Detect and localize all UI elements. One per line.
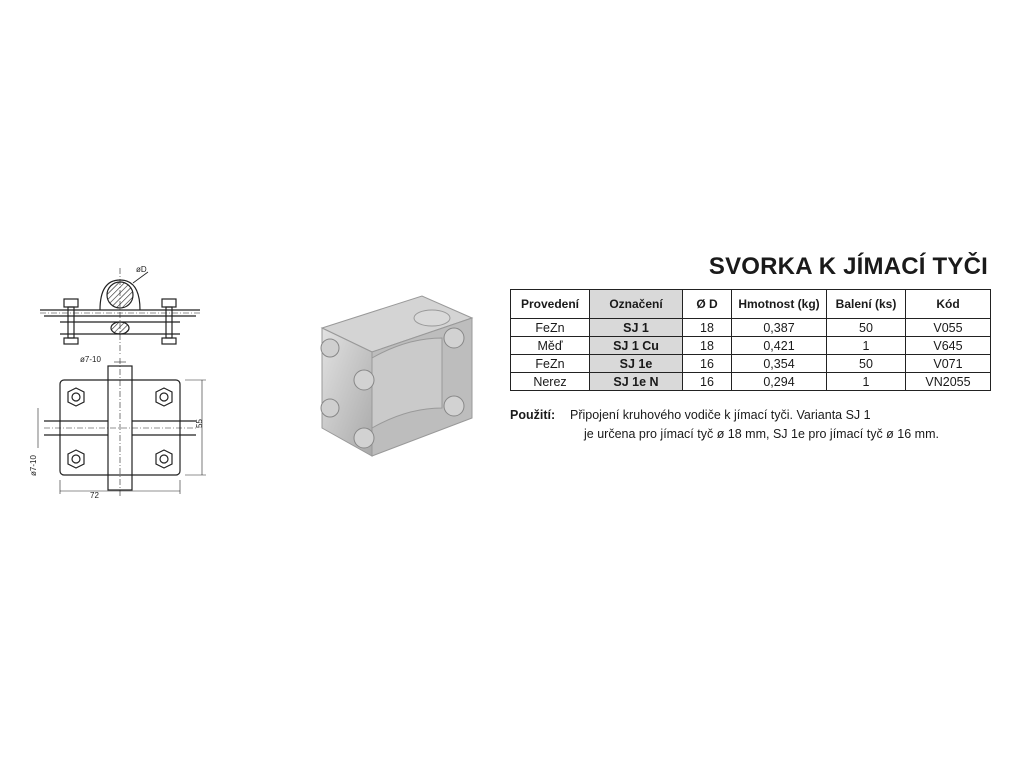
- dim-hole-side-label: ø7-10: [29, 455, 38, 476]
- side-view: [40, 268, 200, 354]
- header-baleni: Balení (ks): [827, 290, 906, 319]
- header-oznaceni: Označení: [590, 290, 683, 319]
- header-hmotnost: Hmotnost (kg): [732, 290, 827, 319]
- cell-kod: V071: [906, 355, 991, 373]
- cell-hmotnost: 0,354: [732, 355, 827, 373]
- table-row: [511, 319, 991, 337]
- plan-view: [38, 358, 206, 496]
- usage-text: [570, 406, 990, 444]
- dim-height-label: 55: [195, 419, 204, 428]
- header-provedeni: Provedení: [511, 290, 590, 319]
- cell-baleni: 50: [827, 355, 906, 373]
- technical-drawing: [30, 258, 220, 498]
- cell-hmotnost: 0,387: [732, 319, 827, 337]
- dim-diameter-label: øD: [136, 265, 147, 274]
- cell-diameter: 16: [683, 355, 732, 373]
- table-row: [511, 373, 991, 391]
- cell-provedeni: FeZn: [511, 319, 590, 337]
- cell-kod: VN2055: [906, 373, 991, 391]
- cell-hmotnost: 0,421: [732, 337, 827, 355]
- table-header-row: [511, 290, 991, 319]
- cell-diameter: 18: [683, 337, 732, 355]
- cell-oznaceni: SJ 1e N: [590, 373, 683, 391]
- cell-oznaceni: SJ 1e: [590, 355, 683, 373]
- dim-width-label: 72: [90, 491, 99, 500]
- spec-table: [510, 289, 991, 391]
- table-row: [511, 355, 991, 373]
- cell-oznaceni: SJ 1 Cu: [590, 337, 683, 355]
- cell-baleni: 1: [827, 373, 906, 391]
- cell-oznaceni: SJ 1: [590, 319, 683, 337]
- cell-kod: V645: [906, 337, 991, 355]
- usage-line-2: je určena pro jímací tyč ø 18 mm, SJ 1e pro jímací tyč ø 16 mm.: [584, 427, 939, 441]
- cell-hmotnost: 0,294: [732, 373, 827, 391]
- header-diameter: Ø D: [683, 290, 732, 319]
- header-kod: Kód: [906, 290, 991, 319]
- table-row: [511, 337, 991, 355]
- dim-hole-top-label: ø7-10: [80, 355, 101, 364]
- cell-kod: V055: [906, 319, 991, 337]
- cell-diameter: 18: [683, 319, 732, 337]
- cell-baleni: 50: [827, 319, 906, 337]
- cell-provedeni: FeZn: [511, 355, 590, 373]
- cell-provedeni: Měď: [511, 337, 590, 355]
- cell-diameter: 16: [683, 373, 732, 391]
- usage-label: Použití:: [510, 408, 556, 422]
- cell-provedeni: Nerez: [511, 373, 590, 391]
- page-title: SVORKA K JÍMACÍ TYČI: [708, 253, 988, 280]
- product-photo: [312, 288, 484, 456]
- usage-line-1: Připojení kruhového vodiče k jímací tyči. Varianta SJ 1: [570, 408, 871, 422]
- cell-baleni: 1: [827, 337, 906, 355]
